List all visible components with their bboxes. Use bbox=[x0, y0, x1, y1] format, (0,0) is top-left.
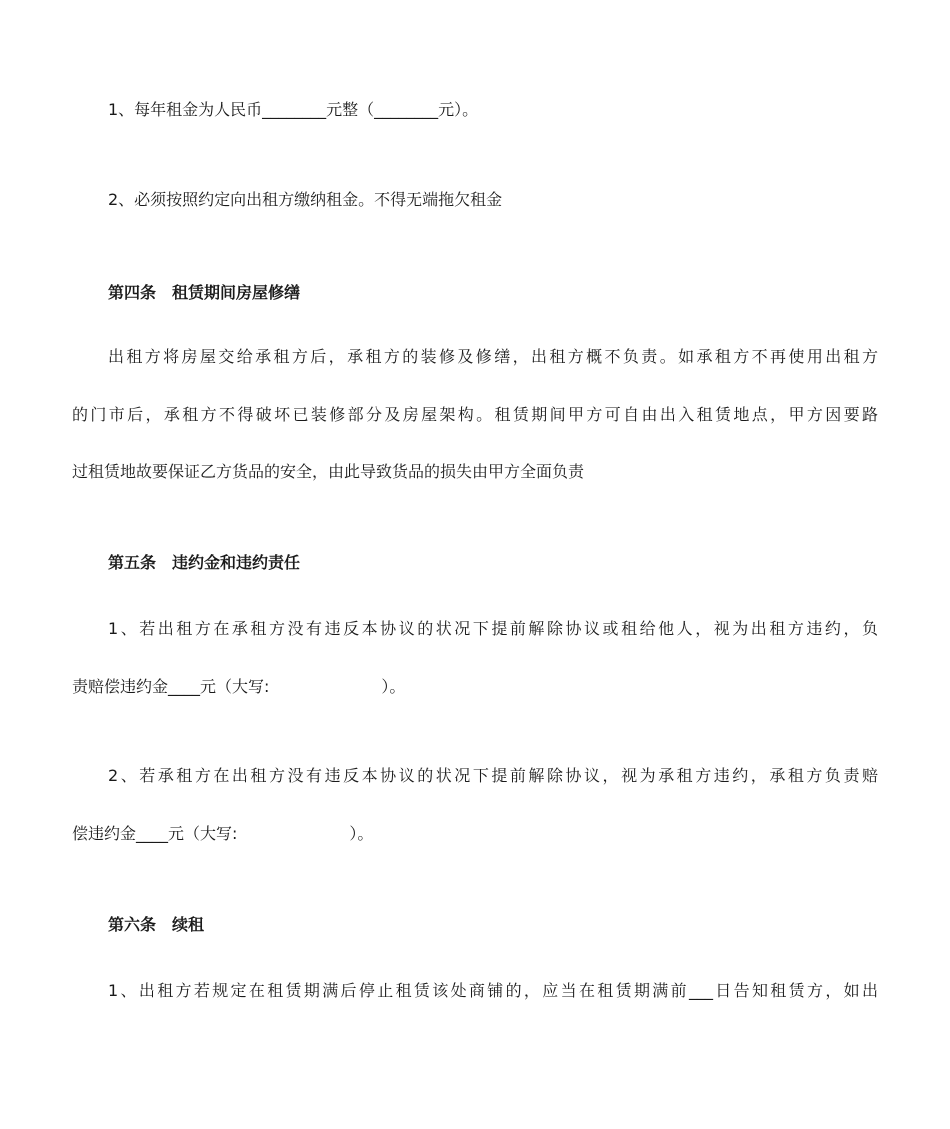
article-4-paragraph-line-1: 出租方将房屋交给承租方后，承租方的装修及修缮，出租方概不负责。如承租方不再使用出租方 bbox=[108, 347, 878, 366]
article-5-clause-2-line-2: 偿违约金____元（大写: ）。 bbox=[72, 824, 374, 843]
article-6-clause-1-line-1: 1、出租方若规定在租赁期满后停止租赁该处商铺的，应当在租赁期满前___日告知租赁方，如出 bbox=[108, 981, 878, 1000]
rent-amount-clause: 1、每年租金为人民币________元整（________元）。 bbox=[108, 100, 479, 119]
article-5-clause-1-line-1: 1、若出租方在承租方没有违反本协议的状况下提前解除协议或租给他人，视为出租方违约，负 bbox=[108, 619, 878, 638]
article-6-heading: 第六条 续租 bbox=[108, 915, 205, 934]
article-4-paragraph-line-2: 的门市后，承租方不得破坏已装修部分及房屋架构。租赁期间甲方可自由出入租赁地点，甲方因要路 bbox=[72, 405, 878, 424]
article-5-clause-2-line-1: 2、若承租方在出租方没有违反本协议的状况下提前解除协议，视为承租方违约，承租方负责赔 bbox=[108, 766, 878, 785]
article-5-clause-1-line-2: 责赔偿违约金____元（大写: ）。 bbox=[72, 677, 406, 696]
rent-payment-clause: 2、必须按照约定向出租方缴纳租金。不得无端拖欠租金 bbox=[108, 190, 503, 209]
article-4-paragraph-line-3: 过租赁地故要保证乙方货品的安全，由此导致货品的损失由甲方全面负责 bbox=[72, 462, 585, 481]
article-5-heading: 第五条 违约金和违约责任 bbox=[108, 553, 301, 572]
article-4-heading: 第四条 租赁期间房屋修缮 bbox=[108, 283, 301, 302]
